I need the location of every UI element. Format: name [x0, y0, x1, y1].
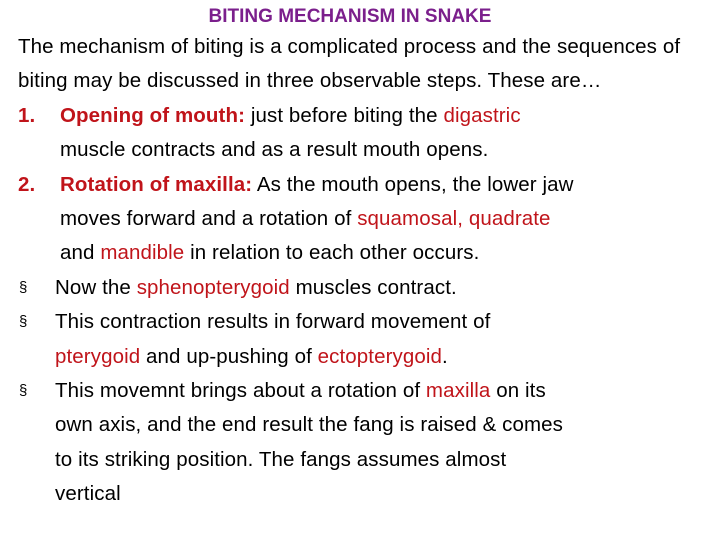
slide-title: BITING MECHANISM IN SNAKE	[208, 6, 492, 27]
step-text: just before biting the	[245, 103, 444, 127]
step-text: in relation to each other occurs.	[184, 241, 480, 265]
step-text: moves forward and a rotation of	[60, 207, 358, 231]
step-heading: Rotation of maxilla:	[60, 172, 253, 196]
highlight-term: digastric	[443, 103, 521, 127]
square-bullet-icon: §	[19, 313, 28, 331]
bullet-text: and up-pushing of	[140, 344, 318, 368]
step-text-continued	[60, 236, 708, 270]
step-number: 1.	[18, 103, 36, 127]
bullet-text: This movemnt brings about a rotation of	[55, 379, 426, 403]
bullet-text: muscles contract.	[289, 275, 457, 299]
highlight-term: sphenopterygoid	[136, 275, 290, 299]
step-item-2	[18, 168, 708, 271]
highlight-term: pterygoid	[55, 344, 141, 368]
bullet-text-continued: to its striking position. The fangs assumes almost	[55, 447, 507, 471]
bullet-text: Now the	[55, 275, 137, 299]
square-bullet-icon: §	[19, 278, 28, 296]
bullet-text: This contraction results in forward movement of	[55, 310, 491, 334]
intro-paragraph: The mechanism of biting is a complicated process and the sequences of biting may be discussed in three observable steps. These are…	[18, 35, 681, 93]
highlight-term: maxilla	[425, 379, 491, 403]
bullet-text-continued: vertical	[55, 482, 121, 506]
bullet-item-1	[18, 271, 708, 305]
bullet-text-continued	[55, 340, 708, 374]
bullet-text: .	[442, 344, 448, 368]
highlight-term: ectopterygoid	[317, 344, 443, 368]
step-item-1	[18, 99, 708, 168]
step-text-continued: muscle contracts and as a result mouth opens.	[60, 138, 489, 162]
bullet-text: on its	[490, 379, 546, 403]
step-text: and	[60, 241, 101, 265]
bullet-text-continued: own axis, and the end result the fang is raised & comes	[55, 413, 564, 437]
step-text: As the mouth opens, the lower jaw	[252, 172, 574, 196]
bullet-item-3	[18, 374, 708, 512]
square-bullet-icon: §	[19, 382, 28, 400]
step-heading: Opening of mouth:	[60, 103, 246, 127]
step-text-continued	[60, 202, 708, 236]
highlight-term: mandible	[100, 241, 185, 265]
slide-body	[18, 30, 708, 512]
highlight-term: squamosal, quadrate	[357, 207, 551, 231]
step-number: 2.	[18, 172, 36, 196]
bullet-item-2	[18, 305, 708, 374]
